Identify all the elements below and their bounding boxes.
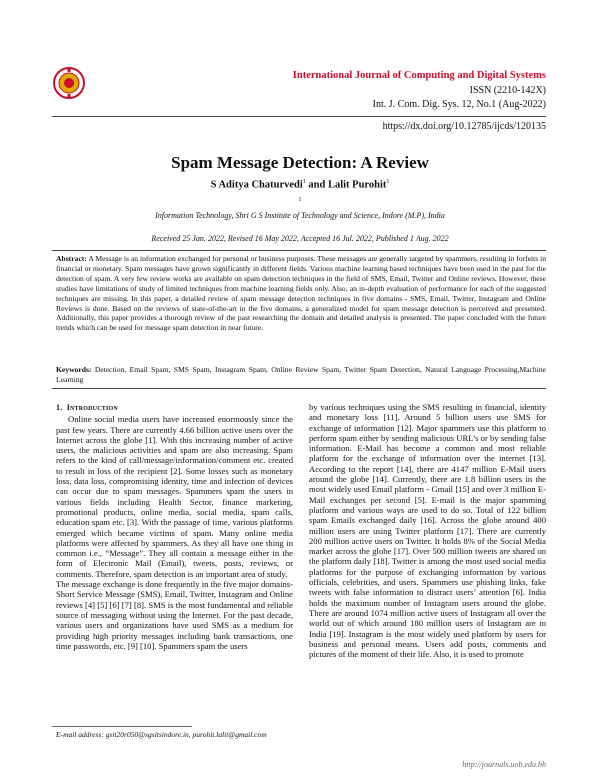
affiliation: Information Technology, Shri G S Institute of Technology and Science, Indore (M.P), India — [155, 211, 445, 220]
keywords-label: Keywords: — [56, 365, 92, 374]
section-heading — [56, 402, 293, 413]
publication-dates: Received 25 Jan. 2022, Revised 16 May 2022, Accepted 16 Jul. 2022, Published 1 Aug. 2022 — [151, 234, 449, 243]
journal-issn: ISSN (2210-142X) — [469, 85, 546, 96]
section-number: 1. — [56, 403, 63, 412]
body-paragraph: by various techniques using the SMS resulting in financial, identity and monetary loss [11]. Around 5 billion users use SMS for exchange of information [12]. Major spammers use this platform to perform spam either by sending malicious URL’s or by sending false information. E-Mail has become a common and most reliable platform for the exchange of information over the internet [13]. According to the report [14], there are 4147 million E-Mail users around the globe [14]. Currently, there are 1.8 billion users in the most widely used Email platform - Gmail [15] and over 3 million E-Mail exchanges per second [5]. E-mail is the major spamming platform and various ways are used to do so. Total of 122 billion spam Emails exchanged daily [16]. Across the globe around 400 million users are using Twitter platform [17]. There are currently 200 million active users on Twitter. It holds 8% of the Social Media market across the globe [17]. Over 500 million tweets are shared on the platform daily [18]. Twitter is among the most used social media platforms for the purpose of exchanging information by various officials, celebrities, and users. Spammers use phishing links, fake tweets with false information to distract users’ attention [6]. India holds the maximum number of Instagram users around the globe. There are around 1074 million active users of Instagram all over the world out of which around 180 million users of Instagram are in India [19]. Instagram is the most widely used platform by users for business and personal means. Users add posts, comments and pictures of the moment of their life. Also, it is used to promote — [309, 402, 546, 660]
section-title: Introduction — [66, 403, 118, 412]
journal-seal-icon — [52, 66, 86, 100]
abstract — [56, 254, 546, 333]
email-footnote: E-mail address: gsit20r050@sgsitsindore.in, purohit.lalit@gmail.com — [56, 730, 267, 739]
paper-title: Spam Message Detection: A Review — [171, 153, 429, 172]
author-name: S Aditya Chaturvedi — [210, 179, 303, 191]
keywords — [56, 365, 546, 385]
journal-logo — [52, 66, 86, 100]
footnote-rule — [52, 726, 192, 727]
abstract-top-rule — [52, 250, 546, 251]
affiliation-sup: 1 — [302, 179, 306, 185]
author-conjunction: and — [308, 179, 326, 191]
author-line — [0, 179, 600, 191]
right-column — [309, 402, 546, 659]
abstract-bottom-rule — [52, 388, 546, 389]
abstract-label: Abstract: — [56, 254, 87, 263]
journal-title: International Journal of Computing and Digital Systems — [292, 70, 546, 81]
body-paragraph: Online social media users have increased enormously since the past few years. There are currently 4.66 billion active users over the Internet across the globe [1]. With this increasing number of active users, the malicious activities and spam are also increasing. Spam refers to the kind of call/message/information/comment etc. created to result in loss of the recipient [2]. Some losses such as monetary loss, data loss, compromising identity, time and infection of devices can occur due to spam messages. Spammers spam the users in various fields including Health Sector, finance marketing, promotional products, online media, social media, spam calls, education spam etc. [3]. With the passage of time, various platforms emerged which became victims of spam. Many online media platforms were affected by spammers. As they all have one thing in common i.e., “Message”. They all contain a message either in the form of Electronic Mail (Email), tweets, posts, reviews, or comments. Therefore, spam detection is an important area of study. — [56, 414, 293, 579]
affiliation-mark: 1 — [298, 197, 302, 203]
abstract-text: A Message is an information exchanged for personal or business purposes. These messages are generally targeted by spammers, resulting in forfeits in financial or monetary. Spam messages have grown significantly in different fields. Various machine learning based techniques have been used in the past for the detection of spam. A very few review works are available on spam detection techniques in the field of SMS, Email, Twitter and Online reviews. However, these studies have limitations of study of limited techniques from machine learning fields only. Also, an in-depth evaluation of performance for each of the suggested techniques are missing. In this paper, a detailed review of spam message detection techniques in five domains - SMS, Email, Twitter, Instagram and Online Reviews is done. Based on the reviews of state-of-the-art in the five domains, a generalized model for spam message detection is perceived and presented. Additionally, this paper provides a thorough review of the past researching the domain and detailed analysis is presented. The paper concluded with the future trends which can be used for message spam detection in near future. — [56, 254, 546, 333]
body-paragraph: The message exchange is done frequently in the five major domains- Short Service Message (SMS), Email, Twitter, Instagram and Online reviews [4] [5] [6] [7] [8]. SMS is the most fundamental and reliable source of messaging without using the Internet. For the past decade, various users and organizations have used SMS as a medium for providing high priority messages including bank transactions, one time passwords, etc. [9] [10]. Spammers spam the users — [56, 579, 293, 651]
left-column — [56, 402, 293, 651]
journal-url[interactable]: http://journals.uob.edu.bh — [462, 760, 546, 769]
doi-link[interactable]: https://dx.doi.org/10.12785/ijcds/120135 — [382, 121, 546, 132]
keywords-text: Detection, Email Spam, SMS Spam, Instagram Spam, Online Review Spam, Twitter Spam Detection, Natural Language Processing,Machine Learning — [56, 365, 546, 384]
author-name: Lalit Purohit — [327, 179, 387, 191]
header-rule — [52, 116, 546, 117]
affiliation-sup: 1 — [386, 179, 390, 185]
journal-citation: Int. J. Com. Dig. Sys. 12, No.1 (Aug-2022) — [372, 99, 546, 110]
